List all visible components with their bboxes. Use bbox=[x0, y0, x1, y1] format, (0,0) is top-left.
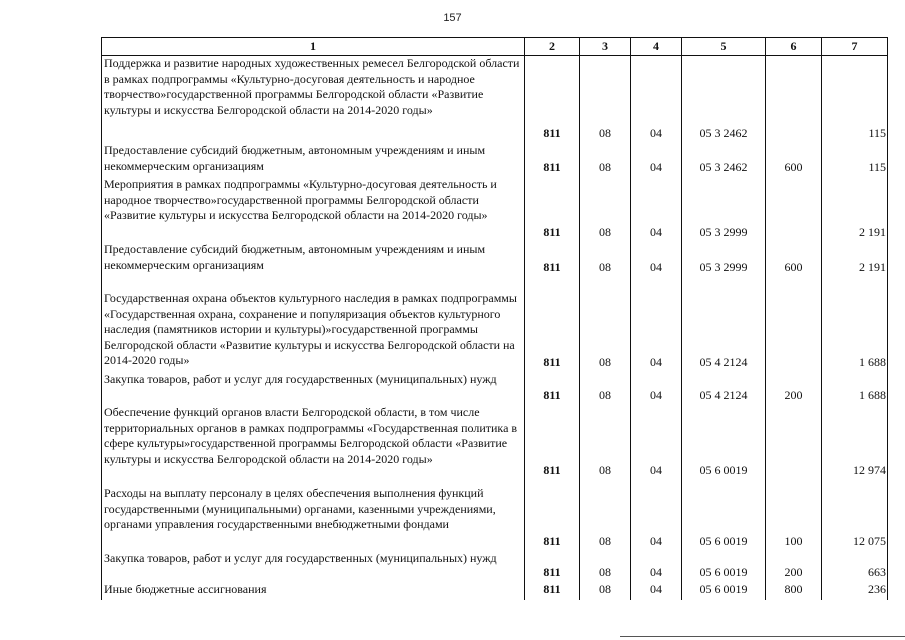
row-sum: 12 974 bbox=[822, 405, 888, 486]
row-podrazdel: 04 bbox=[631, 372, 682, 405]
header-col-7: 7 bbox=[822, 38, 888, 56]
row-name: Поддержка и развитие народных художественных ремесел Белгородской области в рамках подпрограммы «Культурно-досуговая деятельность и народное творчество»государственной программы Белгородской области «Развитие культуры и искусства Белгородской области на 2014-2020 годы» bbox=[102, 56, 525, 144]
row-podrazdel: 04 bbox=[631, 177, 682, 242]
table-row bbox=[102, 551, 888, 582]
row-vedomstvo: 811 bbox=[525, 486, 580, 551]
row-razdel: 08 bbox=[580, 291, 631, 372]
row-csr: 05 6 0019 bbox=[682, 582, 766, 600]
row-csr: 05 4 2124 bbox=[682, 291, 766, 372]
row-vr: 100 bbox=[766, 486, 822, 551]
row-csr: 05 4 2124 bbox=[682, 372, 766, 405]
table-row bbox=[102, 372, 888, 405]
row-vedomstvo: 811 bbox=[525, 372, 580, 405]
row-podrazdel: 04 bbox=[631, 486, 682, 551]
header-col-1: 1 bbox=[102, 38, 525, 56]
row-name: Расходы на выплату персоналу в целях обеспечения выполнения функций государственными (муниципальными) органами, казенными учреждениями, органами управления государственными внебюджетными фондами bbox=[102, 486, 525, 551]
row-vr bbox=[766, 177, 822, 242]
page-edge-line bbox=[620, 636, 905, 637]
row-vr bbox=[766, 291, 822, 372]
row-name: Иные бюджетные ассигнования bbox=[102, 582, 525, 600]
row-sum: 663 bbox=[822, 551, 888, 582]
row-razdel: 08 bbox=[580, 177, 631, 242]
row-name: Закупка товаров, работ и услуг для государственных (муниципальных) нужд bbox=[102, 372, 525, 405]
row-vedomstvo: 811 bbox=[525, 405, 580, 486]
row-sum: 1 688 bbox=[822, 372, 888, 405]
table-row bbox=[102, 291, 888, 372]
row-podrazdel: 04 bbox=[631, 582, 682, 600]
row-razdel: 08 bbox=[580, 56, 631, 144]
row-razdel: 08 bbox=[580, 551, 631, 582]
row-csr: 05 3 2462 bbox=[682, 56, 766, 144]
table-row bbox=[102, 177, 888, 242]
row-sum: 236 bbox=[822, 582, 888, 600]
row-razdel: 08 bbox=[580, 143, 631, 177]
table-row bbox=[102, 582, 888, 600]
row-vedomstvo: 811 bbox=[525, 242, 580, 291]
row-csr: 05 3 2999 bbox=[682, 177, 766, 242]
table-row bbox=[102, 143, 888, 177]
table-row bbox=[102, 405, 888, 486]
row-vedomstvo: 811 bbox=[525, 177, 580, 242]
row-vr bbox=[766, 56, 822, 144]
row-vr: 800 bbox=[766, 582, 822, 600]
row-sum: 115 bbox=[822, 143, 888, 177]
row-sum: 2 191 bbox=[822, 177, 888, 242]
row-vedomstvo: 811 bbox=[525, 56, 580, 144]
row-csr: 05 3 2999 bbox=[682, 242, 766, 291]
row-podrazdel: 04 bbox=[631, 242, 682, 291]
header-col-5: 5 bbox=[682, 38, 766, 56]
header-col-6: 6 bbox=[766, 38, 822, 56]
row-name: Обеспечение функций органов власти Белгородской области, в том числе территориальных органов в рамках подпрограммы «Государственная политика в сфере культуры»государственной программы Белгородской области «Развитие культуры и искусства Белгородской области на 2014-2020 годы» bbox=[102, 405, 525, 486]
page-number: 157 bbox=[443, 12, 462, 24]
row-vr: 200 bbox=[766, 372, 822, 405]
row-vr: 200 bbox=[766, 551, 822, 582]
row-razdel: 08 bbox=[580, 582, 631, 600]
row-name: Предоставление субсидий бюджетным, автономным учреждениям и иным некоммерческим организациям bbox=[102, 242, 525, 291]
row-podrazdel: 04 bbox=[631, 56, 682, 144]
row-podrazdel: 04 bbox=[631, 551, 682, 582]
row-razdel: 08 bbox=[580, 242, 631, 291]
row-sum: 115 bbox=[822, 56, 888, 144]
row-vedomstvo: 811 bbox=[525, 143, 580, 177]
row-vr: 600 bbox=[766, 242, 822, 291]
budget-table bbox=[101, 37, 888, 600]
row-csr: 05 6 0019 bbox=[682, 551, 766, 582]
header-col-3: 3 bbox=[580, 38, 631, 56]
table-row bbox=[102, 486, 888, 551]
row-podrazdel: 04 bbox=[631, 291, 682, 372]
row-podrazdel: 04 bbox=[631, 405, 682, 486]
row-vr: 600 bbox=[766, 143, 822, 177]
row-vedomstvo: 811 bbox=[525, 551, 580, 582]
row-razdel: 08 bbox=[580, 405, 631, 486]
row-name: Государственная охрана объектов культурного наследия в рамках подпрограммы «Государственная охрана, сохранение и популяризация объектов культурного наследия (памятников истории и культуры)»государственной программы Белгородской области «Развитие культуры и искусства Белгородской области на 2014-2020 годы» bbox=[102, 291, 525, 372]
row-sum: 12 075 bbox=[822, 486, 888, 551]
row-podrazdel: 04 bbox=[631, 143, 682, 177]
row-vedomstvo: 811 bbox=[525, 291, 580, 372]
row-csr: 05 6 0019 bbox=[682, 405, 766, 486]
row-name: Предоставление субсидий бюджетным, автономным учреждениям и иным некоммерческим организациям bbox=[102, 143, 525, 177]
row-vr bbox=[766, 405, 822, 486]
row-razdel: 08 bbox=[580, 372, 631, 405]
header-col-2: 2 bbox=[525, 38, 580, 56]
row-name: Закупка товаров, работ и услуг для государственных (муниципальных) нужд bbox=[102, 551, 525, 582]
table-row bbox=[102, 242, 888, 291]
row-vedomstvo: 811 bbox=[525, 582, 580, 600]
row-sum: 2 191 bbox=[822, 242, 888, 291]
row-name: Мероприятия в рамках подпрограммы «Культурно-досуговая деятельность и народное творчество»государственной программы Белгородской области «Развитие культуры и искусства Белгородской области на 2014-2020 годы» bbox=[102, 177, 525, 242]
row-csr: 05 6 0019 bbox=[682, 486, 766, 551]
header-col-4: 4 bbox=[631, 38, 682, 56]
header-row bbox=[102, 38, 888, 56]
row-razdel: 08 bbox=[580, 486, 631, 551]
row-csr: 05 3 2462 bbox=[682, 143, 766, 177]
table-row bbox=[102, 56, 888, 144]
row-sum: 1 688 bbox=[822, 291, 888, 372]
